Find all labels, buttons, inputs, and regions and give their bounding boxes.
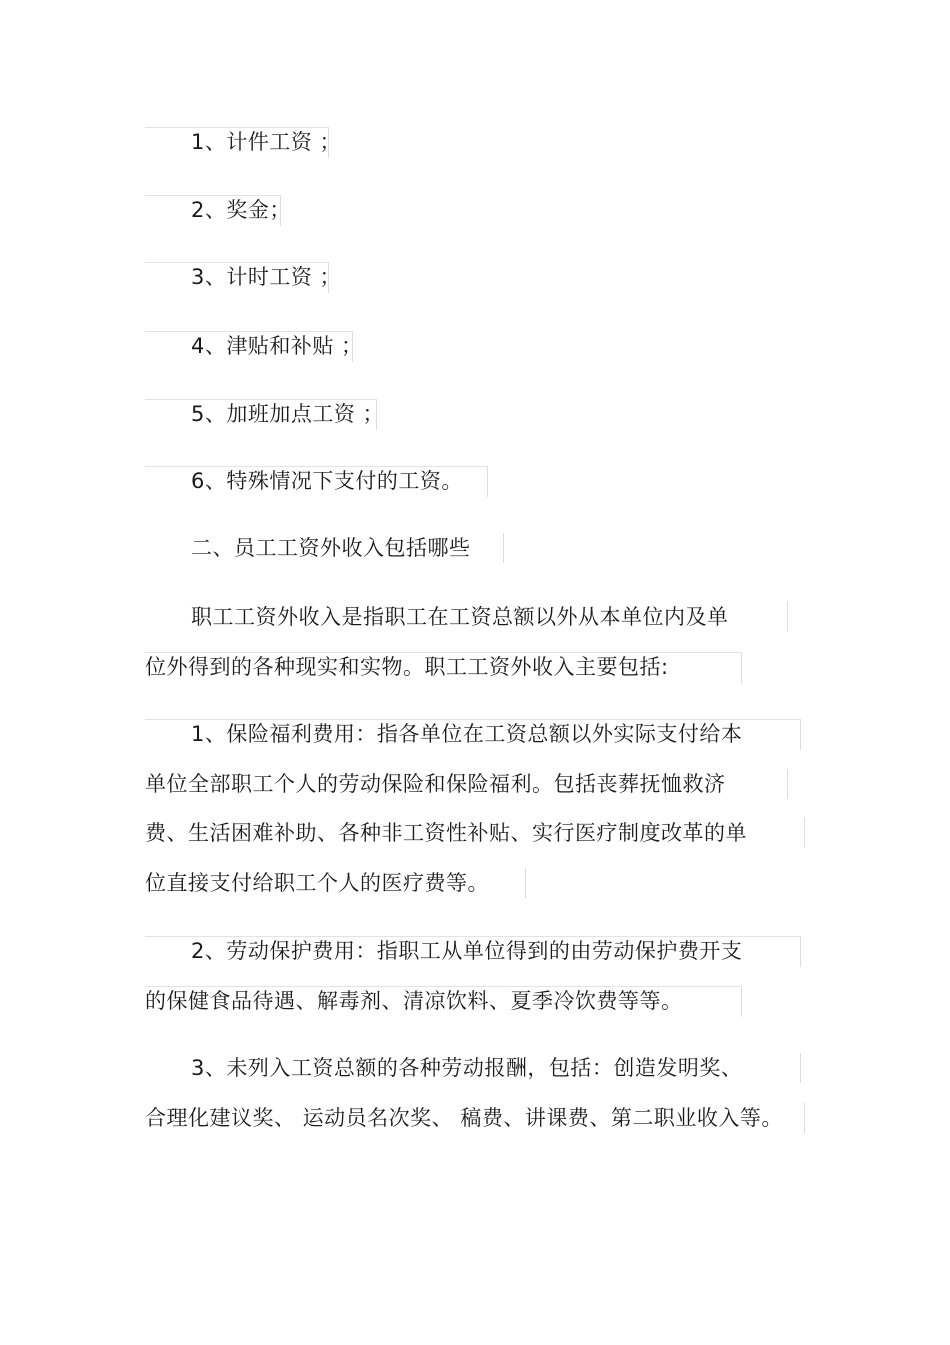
paragraph-insurance-welfare-line: 位直接支付给职工个人的医疗费等。 <box>145 871 489 895</box>
list-item-allowances: 4、津贴和补贴 ； <box>191 334 363 358</box>
paragraph-other-remuneration-line: 3、未列入工资总额的各种劳动报酬，包括：创造发明奖、 <box>191 1056 743 1080</box>
paragraph-labor-protection-line: 2、劳动保护费用：指职工从单位得到的由劳动保护费开支 <box>191 939 743 963</box>
list-item-bonus: 2、奖金； <box>191 198 291 222</box>
section-heading: 二、员工工资外收入包括哪些 <box>191 536 471 560</box>
intro-paragraph-line: 职工工资外收入是指职工在工资总额以外从本单位内及单 <box>191 605 729 629</box>
list-item-special-wage: 6、特殊情况下支付的工资。 <box>191 469 463 493</box>
paragraph-labor-protection-line: 的保健食品待遇、解毒剂、清凉饮料、夏季冷饮费等等。 <box>145 989 683 1013</box>
list-item-time-wage: 3、计时工资 ； <box>191 265 342 289</box>
paragraph-insurance-welfare-line: 1、保险福利费用：指各单位在工资总额以外实际支付给本 <box>191 722 743 746</box>
list-item-piece-rate-wage: 1、计件工资 ； <box>191 130 342 154</box>
paragraph-insurance-welfare-line: 费、生活困难补助、各种非工资性补贴、实行医疗制度改革的单 <box>145 821 747 845</box>
list-item-overtime-wage: 5、加班加点工资 ； <box>191 402 385 426</box>
intro-paragraph-line: 位外得到的各种现实和实物。职工工资外收入主要包括: <box>145 655 669 679</box>
paragraph-other-remuneration-line: 合理化建议奖、 运动员名次奖、 稿费、讲课费、第二职业收入等。 <box>145 1106 783 1130</box>
paragraph-insurance-welfare-line: 单位全部职工个人的劳动保险和保险福利。包括丧葬抚恤救济 <box>145 772 726 796</box>
